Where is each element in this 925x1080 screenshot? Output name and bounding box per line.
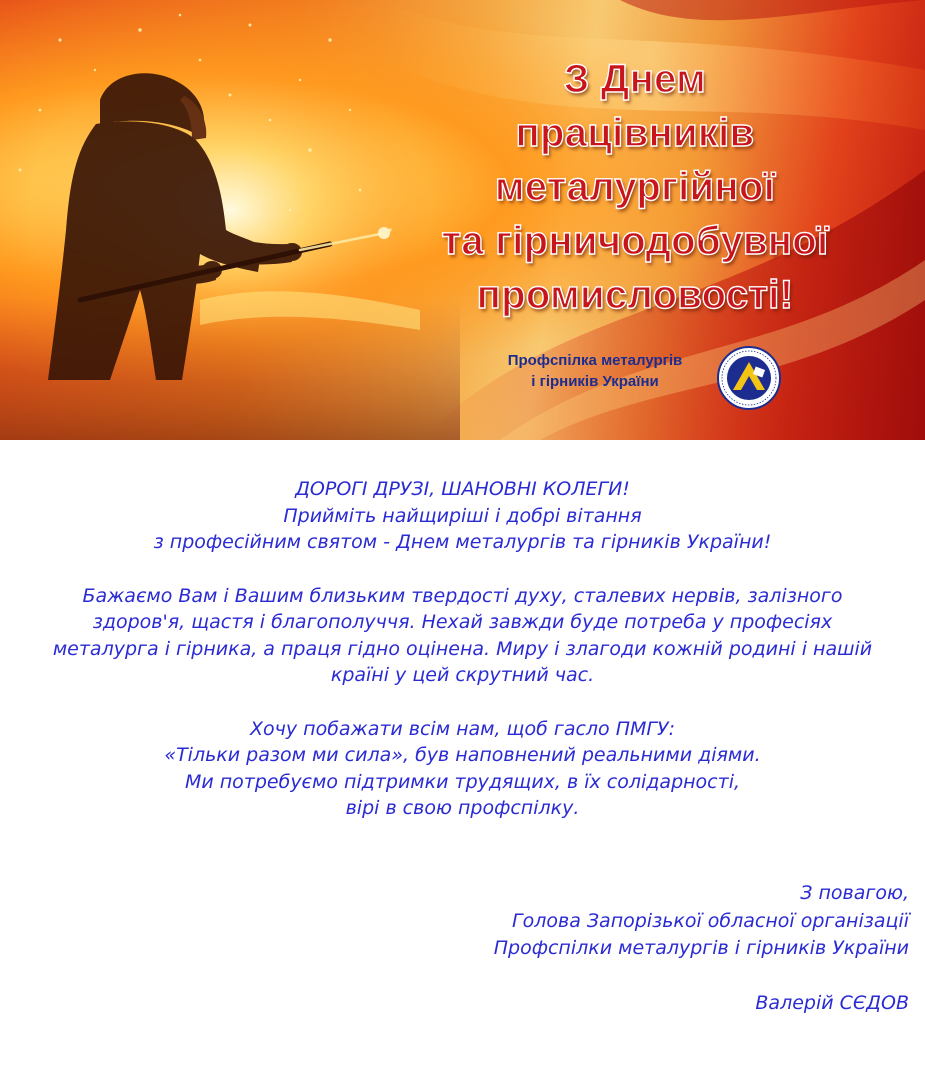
headline-line: промисловості! (476, 273, 794, 317)
wishes-line: країні у цей скрутний час. (330, 664, 595, 686)
greeting-line: Прийміть найщиріші і добрі вітання (283, 504, 642, 527)
union-name-line: і гірників України (531, 373, 659, 390)
greeting-line: ДОРОГІ ДРУЗІ, ШАНОВНІ КОЛЕГИ! (295, 478, 630, 500)
motto-line: вірі в свою профспілку. (345, 797, 580, 819)
headline-line: та гірничодобувної (441, 219, 829, 263)
wishes-paragraph (0, 583, 925, 689)
union-emblem-icon (714, 346, 784, 410)
greeting-line: з професійним святом - Днем металургів та гірників України! (153, 531, 772, 553)
signature-position: Голова Запорізької обласної організації (512, 909, 909, 932)
union-name-line: Профспілка металургів (507, 352, 683, 369)
wishes-line: Бажаємо Вам і Вашим близьким твердості духу, сталевих нервів, залізного (82, 584, 843, 607)
motto-line: «Тільки разом ми сила», був наповнений реальними діями. (164, 744, 761, 766)
banner (0, 0, 925, 440)
motto-line: Хочу побажати всім нам, щоб гасло ПМГУ: (250, 717, 675, 740)
union-name (486, 350, 704, 392)
motto-paragraph (0, 716, 925, 822)
headline-line: працівників (515, 111, 755, 155)
headline (430, 52, 840, 322)
headline-line: металургійної (494, 165, 776, 209)
letter-body (0, 476, 925, 1014)
signature-closing: З повагою, (800, 882, 909, 904)
signature-block (494, 880, 909, 1017)
signature-position: Профспілки металургів і гірників України (493, 937, 909, 959)
greeting-paragraph (0, 476, 925, 556)
union-branding (486, 346, 786, 410)
signature-name: Валерій СЄДОВ (755, 991, 909, 1014)
wishes-line: металурга і гірника, а праця гідно оцінена. Миру і злагоди кожній родині і нашій (52, 637, 873, 660)
wishes-line: здоров'я, щастя і благополуччя. Нехай завжди буде потреба у професіях (92, 611, 833, 633)
headline-line: З Днем (564, 57, 706, 101)
motto-line: Ми потребуємо підтримки трудящих, в їх солідарності, (184, 770, 741, 793)
